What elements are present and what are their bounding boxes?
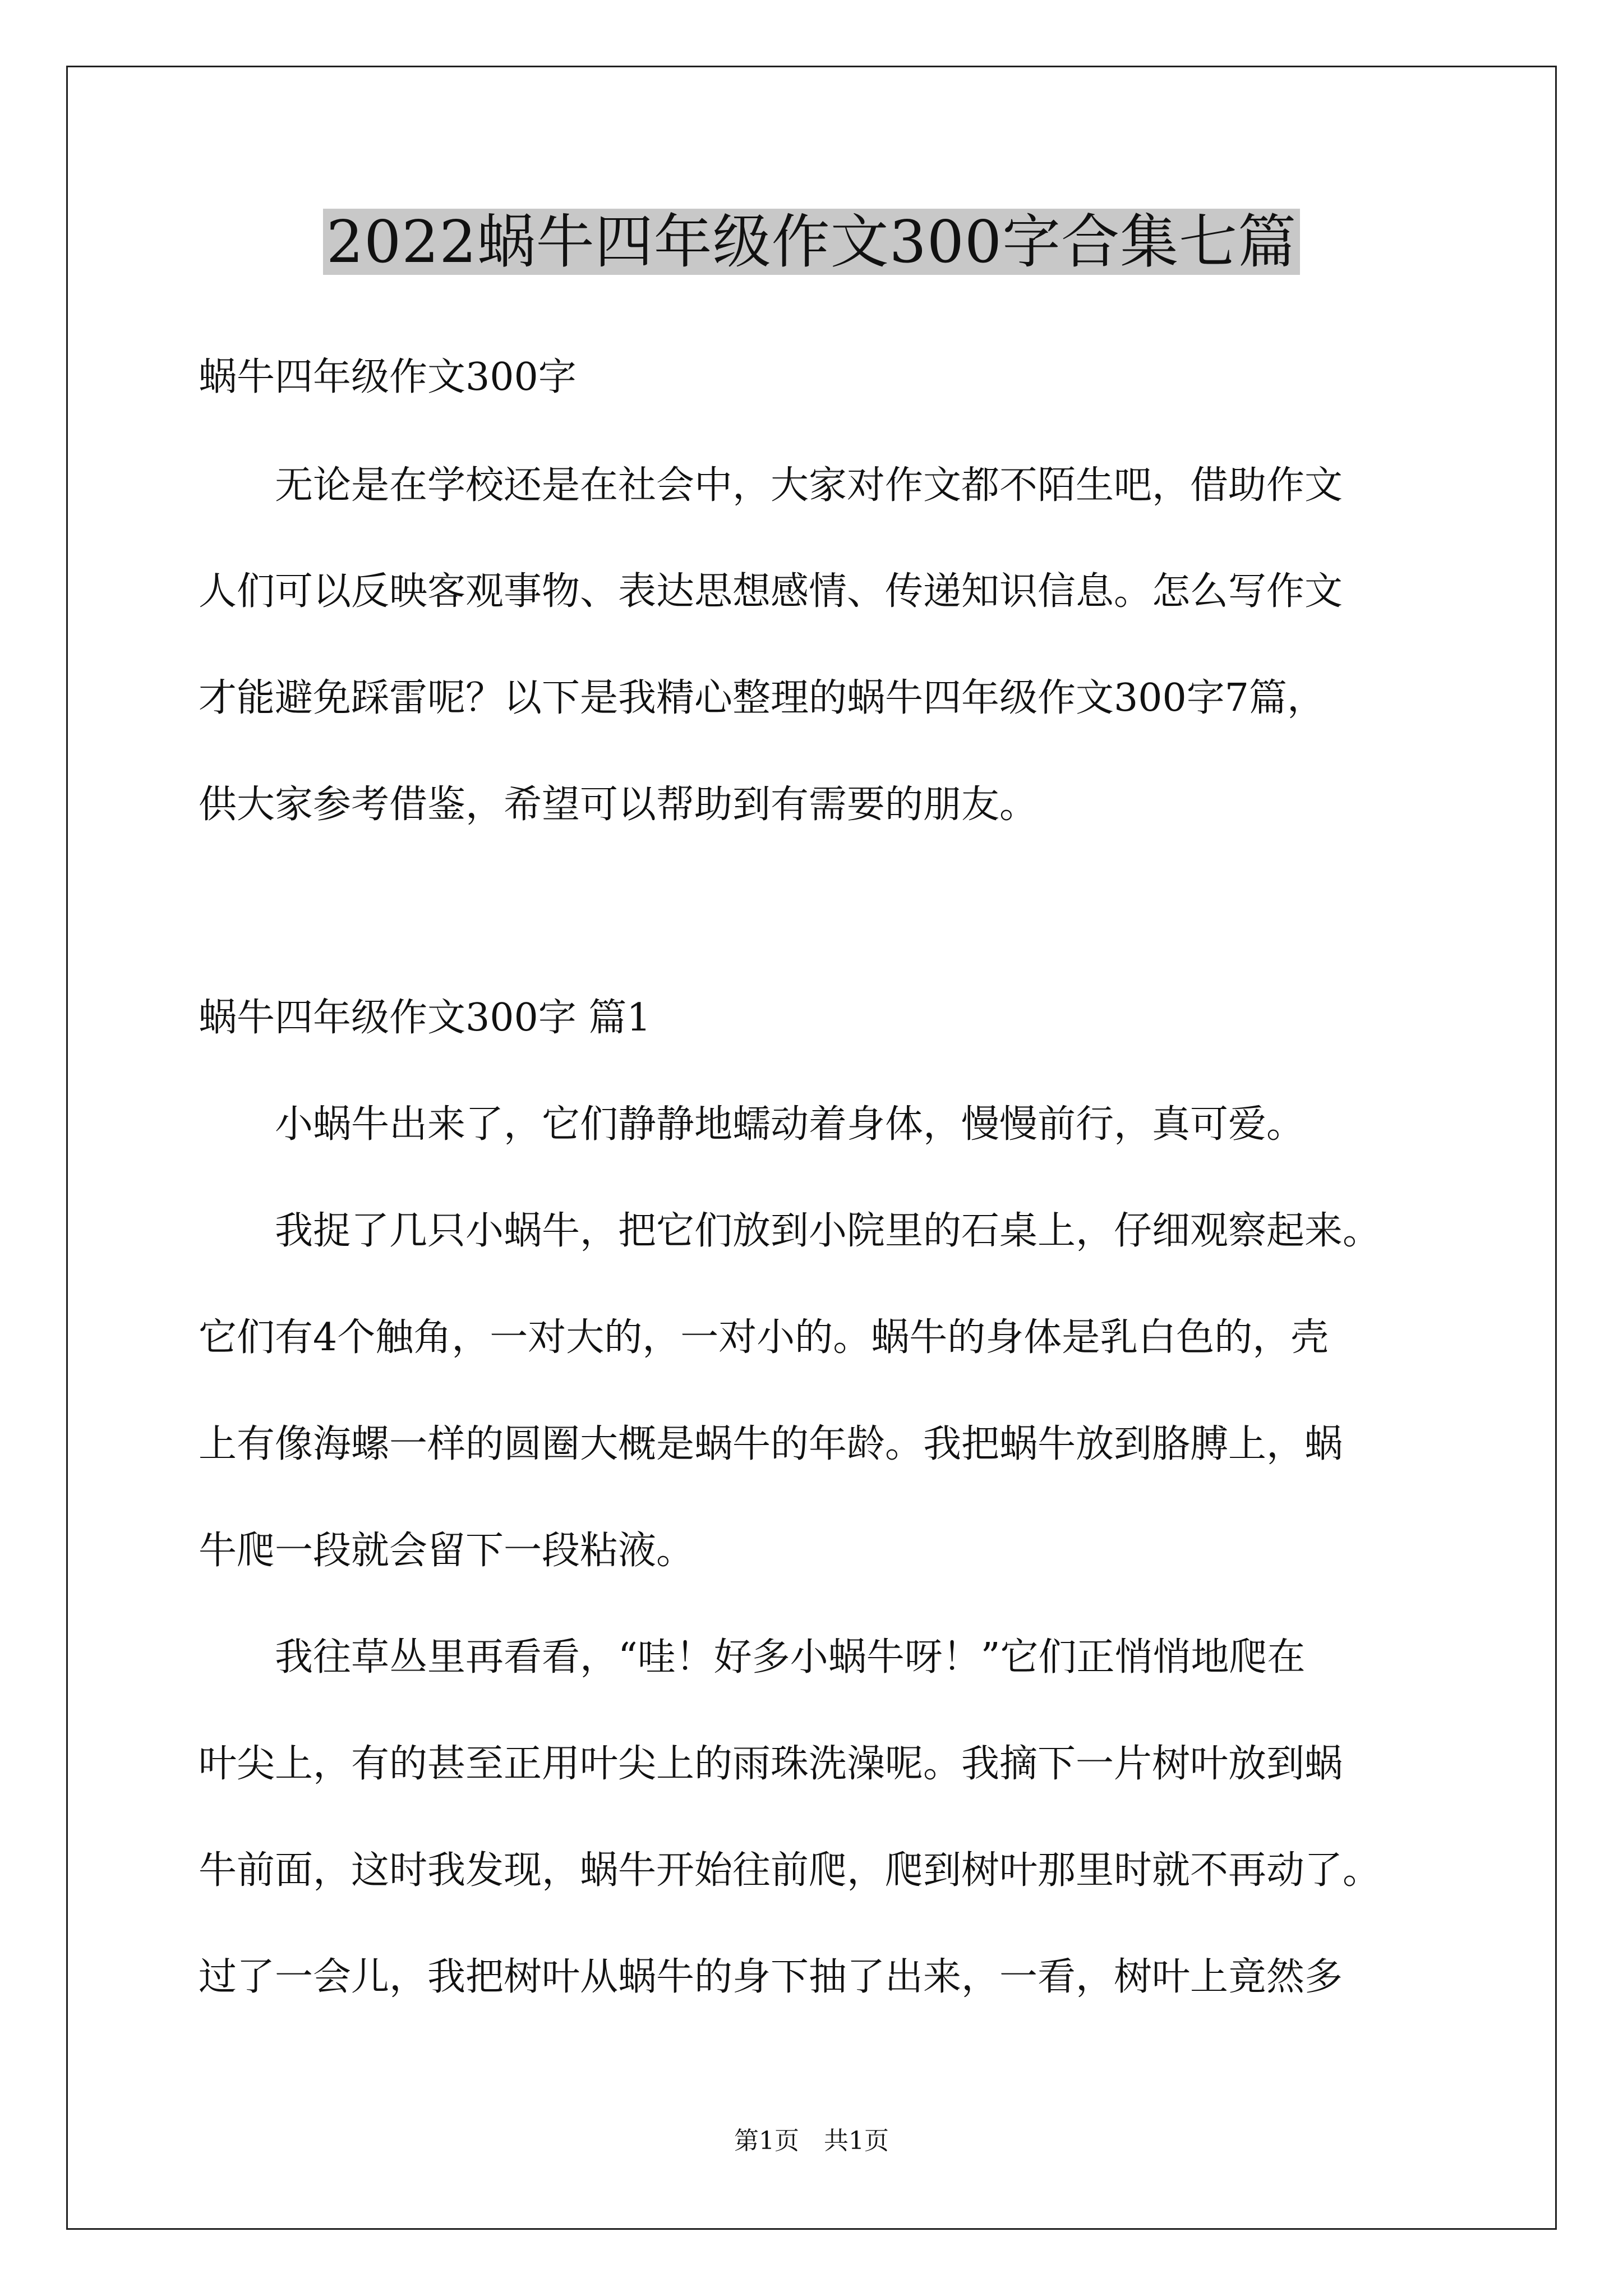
paragraph-line: 它们有4个触角，一对大的，一对小的。蜗牛的身体是乳白色的，壳	[199, 1315, 1329, 1360]
title-container	[0, 209, 1623, 275]
paragraph-line: 我捉了几只小蜗牛，把它们放到小院里的石桌上，仔细观察起来。	[199, 1209, 1381, 1253]
paragraph-line: 人们可以反映客观事物、表达思想感情、传递知识信息。怎么写作文	[199, 569, 1343, 614]
page-footer: 第1页 共1页	[734, 2127, 889, 2155]
paragraph-line: 我往草丛里再看看，“哇！好多小蜗牛呀！”它们正悄悄地爬在	[199, 1635, 1306, 1680]
paragraph-line: 过了一会儿，我把树叶从蜗牛的身下抽了出来，一看，树叶上竟然多	[199, 1955, 1343, 1999]
paragraph-line: 无论是在学校还是在社会中，大家对作文都不陌生吧，借助作文	[199, 463, 1343, 508]
paragraph-line: 上有像海螺一样的圆圈大概是蜗牛的年龄。我把蜗牛放到胳膊上，蜗	[199, 1422, 1343, 1466]
section-heading: 蜗牛四年级作文300字	[199, 355, 577, 399]
paragraph-line: 叶尖上，有的甚至正用叶尖上的雨珠洗澡呢。我摘下一片树叶放到蜗	[199, 1742, 1343, 1786]
document-title: 2022蜗牛四年级作文300字合集七篇	[323, 209, 1300, 275]
paragraph-line: 供大家参考借鉴，希望可以帮助到有需要的朋友。	[199, 783, 1038, 827]
paragraph-line: 小蜗牛出来了，它们静静地蠕动着身体，慢慢前行，真可爱。	[199, 1102, 1305, 1147]
paragraph-line: 牛爬一段就会留下一段粘液。	[199, 1529, 695, 1573]
paragraph-line: 才能避免踩雷呢？以下是我精心整理的蜗牛四年级作文300字7篇，	[199, 676, 1326, 720]
section-heading: 蜗牛四年级作文300字 篇1	[199, 996, 651, 1040]
paragraph-line: 牛前面，这时我发现，蜗牛开始往前爬，爬到树叶那里时就不再动了。	[199, 1848, 1381, 1893]
